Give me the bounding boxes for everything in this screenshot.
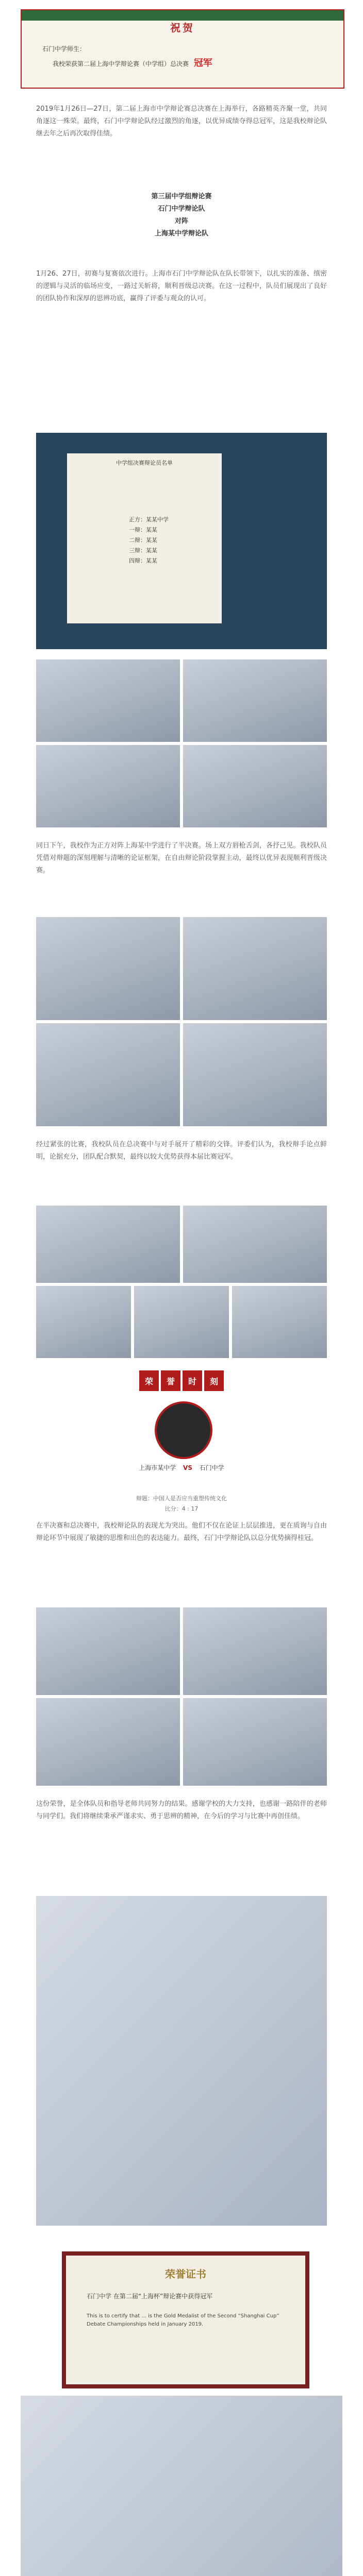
center-heading bbox=[0, 191, 363, 240]
photo bbox=[36, 917, 180, 1020]
photo bbox=[36, 659, 180, 742]
tag-char: 时 bbox=[183, 1370, 202, 1391]
home-team: 上海市某中学 bbox=[139, 1464, 176, 1471]
group-photo bbox=[36, 1896, 327, 2226]
photo-row bbox=[36, 659, 327, 742]
score-caption: 比分：4 : 17 bbox=[164, 1505, 199, 1512]
photo-row bbox=[36, 745, 327, 827]
center-block-line-2: 对阵 bbox=[174, 217, 188, 225]
paragraph-5: 在半决赛和总决赛中，我校辩论队的表现尤为突出。他们不仅在论证上层层推进，更在质询与自由辩论环节中展现了敏捷的思维和出色的表达能力。最终，石门中学辩论队以总分优势摘得桂冠。 bbox=[36, 1522, 327, 1542]
roster-row: 一辩：某某 bbox=[129, 527, 157, 533]
intro-paragraph: 2019年1月26日—27日，第二届上海市中学辩论赛总决赛在上海举行，各路精英齐聚一堂，共同角逐这一殊荣。最终，石门中学辩论队经过激烈的角逐，以优异成绩夺得总冠军，这是我校辩论队继去年之后再次取得佳绩。 bbox=[36, 105, 327, 138]
banner-sentence-prefix: 我校荣获第二届上海中学辩论赛（中学组）总决赛 bbox=[53, 60, 189, 67]
banner-champion: 冠军 bbox=[193, 58, 212, 69]
award-photo bbox=[21, 2396, 342, 2576]
photo-row bbox=[36, 917, 327, 1020]
match-versus bbox=[0, 1463, 363, 1472]
photo-row bbox=[36, 1023, 327, 1126]
tag-char: 誉 bbox=[161, 1370, 180, 1391]
certificate-title: 荣誉证书 bbox=[165, 2268, 206, 2280]
photo bbox=[36, 1607, 180, 1695]
tag-char: 刻 bbox=[204, 1370, 224, 1391]
roster-row: 三辩：某某 bbox=[129, 547, 157, 554]
roster-row: 正方：某某中学 bbox=[129, 516, 169, 523]
photo bbox=[183, 659, 327, 742]
photo bbox=[36, 1286, 131, 1358]
roster-row: 二辩：某某 bbox=[129, 537, 157, 544]
certificate bbox=[62, 2251, 309, 2388]
photo bbox=[36, 1698, 180, 1786]
congratulations-banner bbox=[21, 9, 344, 89]
photo bbox=[183, 1206, 327, 1283]
honor-moment-tag bbox=[139, 1370, 224, 1391]
photo bbox=[232, 1286, 327, 1358]
center-block-line-1: 石门中学辩论队 bbox=[158, 205, 205, 213]
team-logo bbox=[155, 1401, 212, 1459]
vs-label: VS bbox=[183, 1464, 192, 1471]
motion-caption: 辩题：中国人是否应当重塑传统文化 bbox=[136, 1495, 227, 1502]
roster-row: 四辩：某某 bbox=[129, 557, 157, 564]
photo-row bbox=[36, 1607, 327, 1695]
paragraph-2: 1月26、27日，初赛与复赛依次进行。上海市石门中学辩论队在队长带领下，以扎实的准备、缜密的逻辑与灵活的临场应变，一路过关斩将，顺利晋级总决赛。在这一过程中，队员们展现出了良好的团队协作和深厚的思辨功底，赢得了评委与观众的认可。 bbox=[36, 270, 327, 302]
photo bbox=[36, 1206, 180, 1283]
center-block-line-3: 上海某中学辩论队 bbox=[154, 230, 208, 238]
photo bbox=[183, 745, 327, 827]
photo-row bbox=[36, 1206, 327, 1283]
photo bbox=[183, 917, 327, 1020]
photo bbox=[183, 1698, 327, 1786]
banner-greeting: 石门中学师生： bbox=[42, 45, 86, 53]
banner-sentence bbox=[53, 56, 212, 69]
center-heading-line: 第三届中学组辩论赛 bbox=[151, 193, 212, 200]
photo bbox=[36, 745, 180, 827]
roster-card-inner bbox=[67, 453, 222, 623]
photo bbox=[36, 1023, 180, 1126]
paragraph-6: 这份荣誉，是全体队员和指导老师共同努力的结果。感谢学校的大力支持，也感谢一路陪伴的老师与同学们。我们将继续秉承严谨求实、勇于思辨的精神，在今后的学习与比赛中再创佳绩。 bbox=[36, 1800, 327, 1820]
banner-title: 祝贺 bbox=[170, 22, 195, 34]
roster-title: 中学组决赛辩论员名单 bbox=[116, 460, 173, 466]
photo bbox=[183, 1607, 327, 1695]
photo-row bbox=[36, 1698, 327, 1786]
roster-card bbox=[36, 433, 327, 649]
tag-char: 荣 bbox=[139, 1370, 159, 1391]
photo-row bbox=[36, 1286, 327, 1358]
certificate-en: This is to certify that ... is the Gold Medalist of the Second “Shanghai Cup” Debate Championships held in January 2019. bbox=[87, 2313, 279, 2327]
banner-top-strip bbox=[22, 10, 343, 21]
paragraph-3: 同日下午，我校作为正方对阵上海某中学进行了半决赛。场上双方唇枪舌剑，各抒己见。我校队员凭借对辩题的深刻理解与清晰的论证框架，在自由辩论阶段掌握主动，最终以优异表现顺利晋级决赛。 bbox=[36, 842, 327, 874]
away-team: 石门中学 bbox=[199, 1464, 224, 1471]
certificate-cn: 石门中学 在第二届“上海杯”辩论赛中获得冠军 bbox=[87, 2293, 213, 2300]
paragraph-4: 经过紧张的比赛，我校队员在总决赛中与对手展开了精彩的交锋。评委们认为，我校辩手论点鲜明，论据充分，团队配合默契，最终以较大优势获得本届比赛冠军。 bbox=[36, 1141, 327, 1161]
photo bbox=[134, 1286, 229, 1358]
photo bbox=[183, 1023, 327, 1126]
